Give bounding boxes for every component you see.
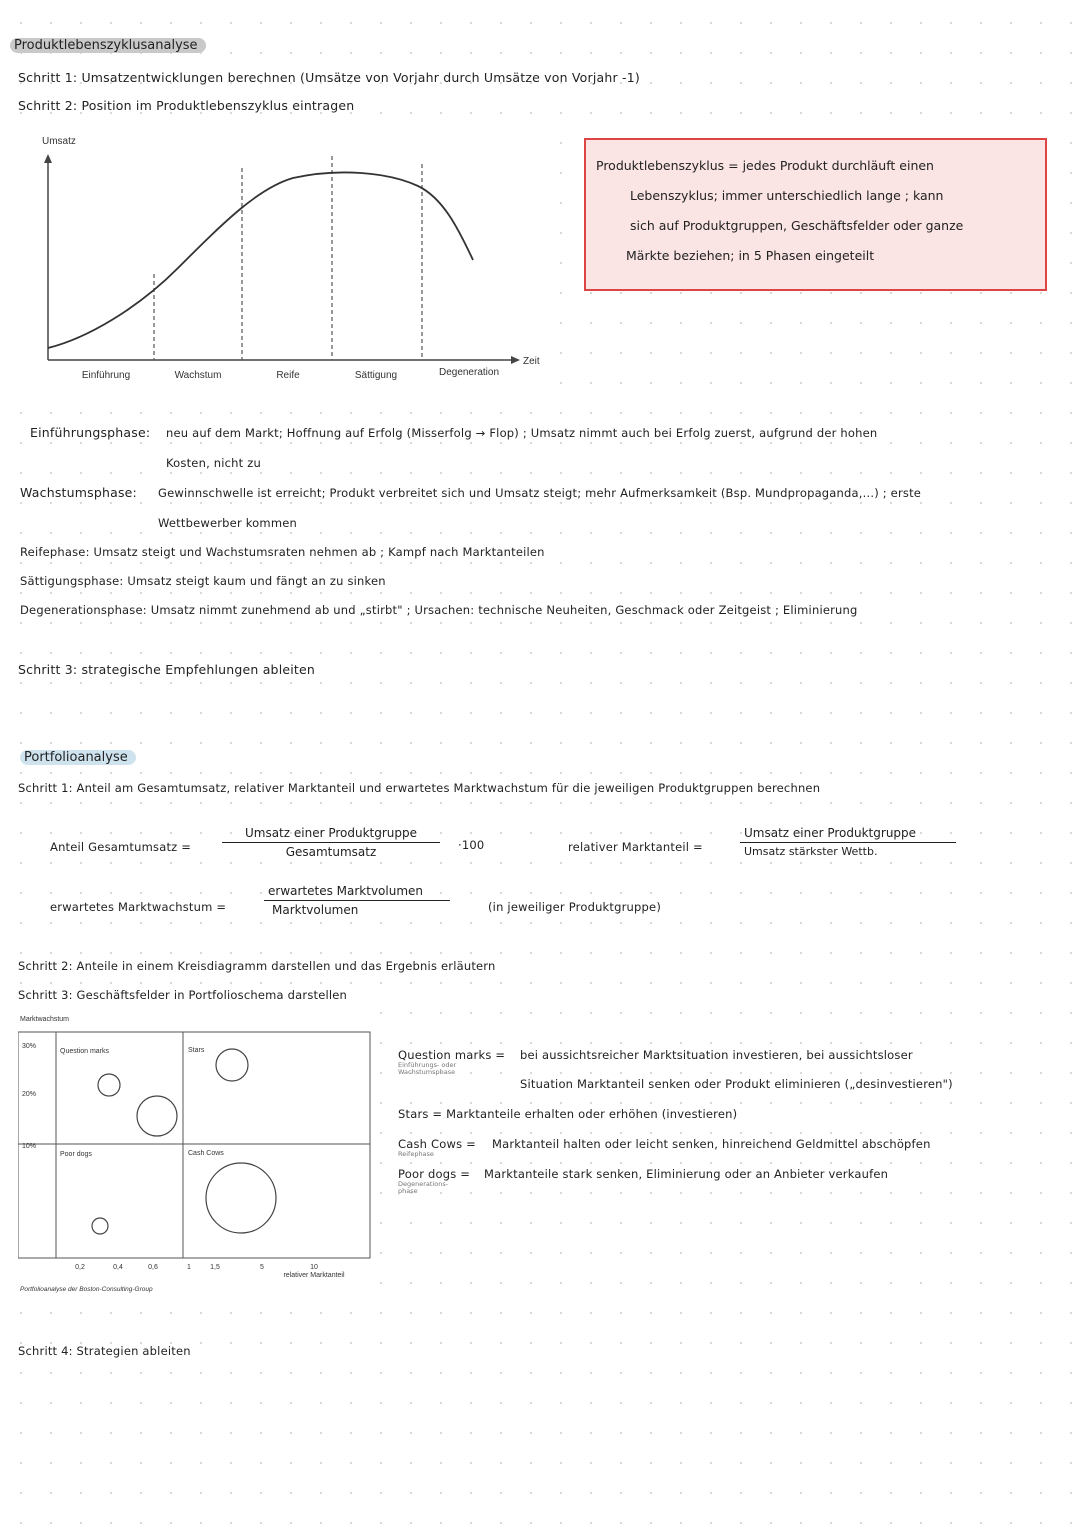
bcg-bubble [206,1163,276,1233]
bcg-bubble [92,1218,108,1234]
formula-rel-fraction [740,826,956,858]
portfolio-step2: Schritt 2: Anteile in einem Kreisdiagramm darstellen und das Ergebnis erläutern [18,959,496,973]
strategy-dogs-text: Marktanteile stark senken, Eliminierung oder an Anbieter verkaufen [484,1167,889,1181]
plc-step3: Schritt 3: strategische Empfehlungen ableiten [18,662,316,677]
plc-y-label: Umsatz [42,136,76,147]
bcg-x-tick: 5 [260,1264,264,1271]
plc-phase-label: Degeneration [438,367,500,378]
definition-line: Lebenszyklus; immer unterschiedlich lange ; kann [630,188,944,203]
strategy-dogs-note: Degenerations- phase [398,1180,449,1195]
bcg-y-tick: 10% [22,1143,37,1150]
quadrant-question-marks: Question marks [60,1048,110,1055]
phase-text-reife: Reifephase: Umsatz steigt und Wachstumsraten nehmen ab ; Kampf nach Marktanteilen [20,545,545,559]
plc-step2: Schritt 2: Position im Produktlebenszyklus eintragen [18,98,355,113]
quadrant-poor-dogs: Poor dogs [60,1151,92,1158]
formula-growth-denominator: Marktvolumen [272,903,359,917]
plc-x-label: Zeit [523,356,540,367]
plc-heading: Produktlebenszyklusanalyse [10,38,206,53]
formula-share-denominator: Gesamtumsatz [285,845,377,859]
portfolio-step3: Schritt 3: Geschäftsfelder in Portfolioschema darstellen [18,988,348,1002]
strategy-qm-label: Question marks = [398,1048,506,1062]
phase-text-saettigung: Sättigungsphase: Umsatz steigt kaum und fängt an zu sinken [20,574,386,588]
phase-text-einfuehrung-cont: Kosten, nicht zu [166,456,261,470]
phase-label-einfuehrung: Einführungsphase: [30,425,151,440]
portfolio-heading: Portfolioanalyse [20,750,136,765]
formula-rel-numerator: Umsatz einer Produktgruppe [740,826,956,843]
formula-growth-fraction [264,884,450,917]
plc-step1: Schritt 1: Umsatzentwicklungen berechnen (Umsätze von Vorjahr durch Umsätze von Vorjahr -1) [18,70,640,85]
bcg-bubble [137,1096,177,1136]
bcg-frame [56,1032,370,1258]
phase-text-einfuehrung: neu auf dem Markt; Hoffnung auf Erfolg (Misserfolg → Flop) ; Umsatz nimmt auch bei Erfolg zuerst, aufgrund der hohen [166,426,878,440]
formula-share-fraction [222,826,440,859]
plc-chart [18,128,542,386]
quadrant-stars: Stars [188,1047,205,1054]
strategy-qm-text: bei aussichtsreicher Marktsituation investieren, bei aussichtsloser [520,1048,913,1062]
bcg-x-tick: 0,2 [75,1264,85,1271]
strategy-cows-text: Marktanteil halten oder leicht senken, hinreichend Geldmittel abschöpfen [492,1137,931,1151]
strategy-qm-text2: Situation Marktanteil senken oder Produkt eliminieren („desinvestieren") [520,1077,953,1091]
formula-share-factor: ·100 [458,838,485,852]
plc-x-arrow [511,356,520,364]
bcg-matrix-svg [18,1012,372,1298]
phase-text-wachstum: Gewinnschwelle ist erreicht; Produkt verbreitet sich und Umsatz steigt; mehr Aufmerksamkeit (Bsp. Mundpropaganda,...) ; erste [158,486,922,500]
bcg-bubble [216,1049,248,1081]
strategy-stars: Stars = Marktanteile erhalten oder erhöhen (investieren) [398,1107,738,1121]
bcg-x-label: relativer Marktanteil [283,1272,345,1279]
plc-y-arrow [44,154,52,163]
definition-line: Märkte beziehen; in 5 Phasen eingeteilt [626,248,875,263]
bcg-x-tick: 1,5 [210,1264,220,1271]
definition-line: sich auf Produktgruppen, Geschäftsfelder oder ganze [630,218,964,233]
bcg-x-tick: 0,4 [113,1264,123,1271]
phase-text-degeneration: Degenerationsphase: Umsatz nimmt zunehmend ab und „stirbt" ; Ursachen: technische Neuheiten, Geschmack oder Zeitgeist ; Eliminierung [20,603,858,617]
formula-growth-note: (in jeweiliger Produktgruppe) [488,900,661,914]
bcg-caption: Portfolioanalyse der Boston-Consulting-Group [20,1286,153,1293]
strategy-dogs-label: Poor dogs = [398,1167,471,1181]
formula-rel-denominator: Umsatz stärkster Wettb. [744,845,878,858]
bcg-bubble [98,1074,120,1096]
plc-phase-label: Wachstum [174,370,222,381]
portfolio-step4: Schritt 4: Strategien ableiten [18,1344,191,1358]
formula-share-numerator: Umsatz einer Produktgruppe [222,826,440,843]
plc-phase-label: Reife [276,370,300,381]
definition-box [584,138,1047,291]
bcg-x-tick: 10 [310,1264,318,1271]
formula-growth-numerator: erwartetes Marktvolumen [264,884,450,901]
plc-phase-label: Sättigung [354,370,398,381]
quadrant-cash-cows: Cash Cows [188,1150,224,1157]
formula-rel-label: relativer Marktanteil = [568,840,703,854]
bcg-y-tick: 20% [22,1091,37,1098]
bcg-y-label: Marktwachstum [20,1016,70,1023]
strategy-qm-note: Einführungs- oder Wachstumsphase [398,1061,457,1076]
formula-growth-label: erwartetes Marktwachstum = [50,900,227,914]
portfolio-step1: Schritt 1: Anteil am Gesamtumsatz, relativer Marktanteil und erwartetes Marktwachstum für die jeweiligen Produktgruppen berechnen [18,781,821,795]
bcg-x-tick: 1 [187,1264,191,1271]
plc-phase-label: Einführung [81,370,131,381]
strategy-cows-note: Reifephase [398,1150,434,1158]
formula-share-label: Anteil Gesamtumsatz = [50,840,192,854]
phase-label-wachstum: Wachstumsphase: [20,485,137,500]
plc-chart-svg [18,128,542,386]
bcg-matrix [18,1012,372,1298]
plc-curve [48,172,473,348]
phase-text-wachstum-cont: Wettbewerber kommen [158,516,297,530]
definition-line: Produktlebenszyklus = jedes Produkt durchläuft einen [596,158,934,173]
bcg-y-tick: 30% [22,1043,37,1050]
plc-phase-lines [154,156,422,360]
bcg-x-tick: 0,6 [148,1264,158,1271]
strategy-cows-label: Cash Cows = [398,1137,476,1151]
